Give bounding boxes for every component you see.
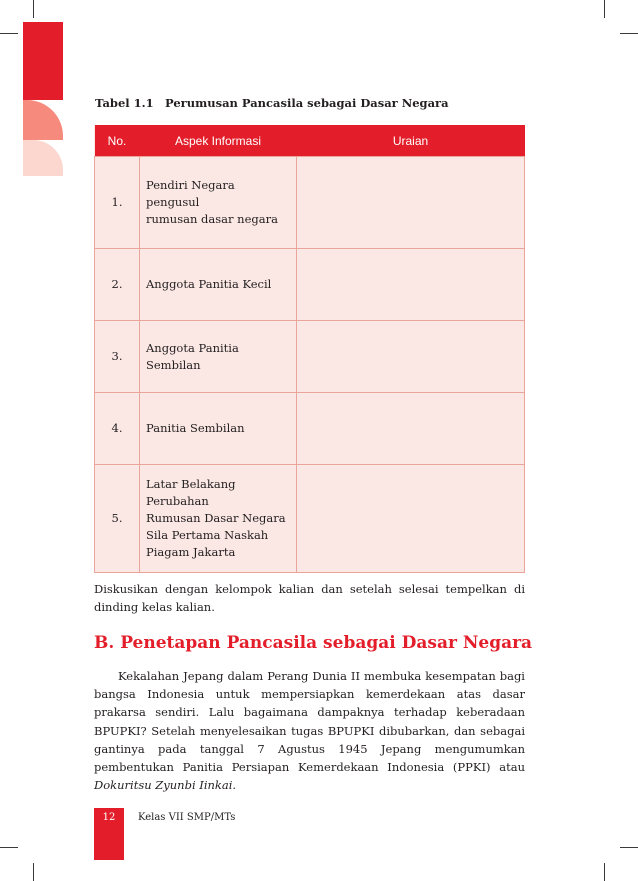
discussion-instruction: Diskusikan dengan kelompok kalian dan setelah selesai tempelkan di dinding kelas kalian. (94, 582, 525, 614)
paragraph-italic-term: Dokuritsu Zyunbi Iinkai (94, 778, 233, 793)
crop-mark (604, 863, 605, 881)
row-number: 5. (95, 465, 140, 573)
row-uraian (297, 321, 525, 393)
row-number: 4. (95, 393, 140, 465)
table-row (95, 249, 525, 321)
row-uraian (297, 157, 525, 249)
footer-book-title: Kelas VII SMP/MTs (138, 812, 236, 823)
row-uraian (297, 249, 525, 321)
crop-mark (620, 847, 638, 848)
side-tab-salmon (23, 100, 63, 140)
paragraph-end: . (232, 778, 237, 793)
header-no: No. (95, 125, 140, 157)
table-number: Tabel 1.1 (95, 96, 154, 110)
table-caption (95, 96, 449, 110)
row-uraian (297, 393, 525, 465)
side-tab-red (23, 22, 63, 100)
crop-mark (33, 0, 34, 18)
crop-mark (0, 847, 18, 848)
section-heading: B. Penetapan Pancasila sebagai Dasar Negara (94, 633, 533, 653)
paragraph-text: Kekalahan Jepang dalam Perang Dunia II membuka kesempatan bagi bangsa Indonesia untuk mempersiapkan kemerdekaan atas dasar prakarsa sendiri. Lalu bagaimana dampaknya terhadap keberadaan BPUPKI? Setelah menyelesaikan tugas BPUPKI dibubarkan, dan sebagai gantinya pada tanggal 7 Agustus 1945 Jepang mengumumkan pembentukan Panitia Persiapan Kemerdekaan Indonesia (PPKI) atau (94, 669, 525, 775)
crop-mark (620, 33, 638, 34)
row-number: 1. (95, 157, 140, 249)
pancasila-table (94, 125, 525, 573)
row-number: 2. (95, 249, 140, 321)
row-aspek: Anggota Panitia Sembilan (140, 321, 297, 393)
table-row (95, 465, 525, 573)
row-aspek: Panitia Sembilan (140, 393, 297, 465)
header-aspek: Aspek Informasi (140, 125, 297, 157)
row-aspek: Pendiri Negara pengusul rumusan dasar negara (140, 157, 297, 249)
crop-mark (0, 33, 18, 34)
table-caption-text: Perumusan Pancasila sebagai Dasar Negara (165, 96, 449, 110)
side-tab-pink (23, 140, 63, 176)
page-number: 12 (102, 812, 116, 823)
table-row (95, 321, 525, 393)
header-uraian: Uraian (297, 125, 525, 157)
crop-mark (604, 0, 605, 18)
section-paragraph (94, 667, 525, 794)
row-aspek: Latar Belakang Perubahan Rumusan Dasar Negara Sila Pertama Naskah Piagam Jakarta (140, 465, 297, 573)
crop-mark (33, 863, 34, 881)
row-aspek: Anggota Panitia Kecil (140, 249, 297, 321)
row-uraian (297, 465, 525, 573)
row-number: 3. (95, 321, 140, 393)
table-row (95, 157, 525, 249)
table-row (95, 393, 525, 465)
table-header-row (95, 125, 525, 157)
